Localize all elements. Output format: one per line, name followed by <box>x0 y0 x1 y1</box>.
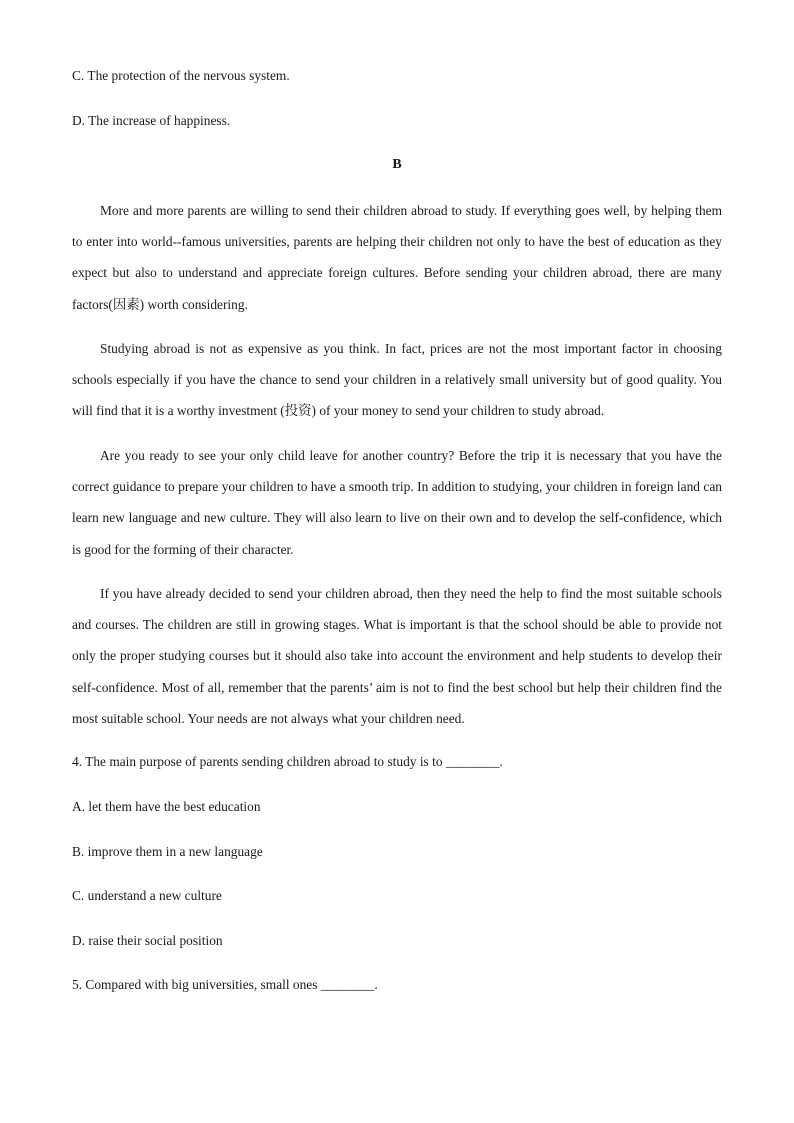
question-4-stem: 4. The main purpose of parents sending children abroad to study is to ________. <box>72 754 503 769</box>
section-heading: B <box>392 157 402 172</box>
passage-paragraph-4: If you have already decided to send your children abroad, then they need the help to find the most suitable schools and courses. The children are still in growing stages. What is important is that the school should be able to provide not only the proper studying courses but it should also take into account the environment and help students to develop their self-confidence. Most of all, remember that the parents’ aim is not to find the best school but help their children find the most suitable school. Your needs are not always what your children need. <box>72 586 722 726</box>
question-4-option-c: C. understand a new culture <box>72 888 222 903</box>
question-4-option-a: A. let them have the best education <box>72 799 261 814</box>
question-5-stem: 5. Compared with big universities, small ones ________. <box>72 977 378 992</box>
prev-option-d: D. The increase of happiness. <box>72 113 231 128</box>
passage-paragraph-2: Studying abroad is not as expensive as you think. In fact, prices are not the most important factor in choosing schools especially if you have the chance to send your children in a relatively small university but of good quality. You will find that it is a worthy investment (投资) of your money to send your children to study abroad. <box>72 341 722 419</box>
passage-paragraph-1: More and more parents are willing to send their children abroad to study. If everything goes well, by helping them to enter into world--famous universities, parents are helping their children not only to have the best of education as they expect but also to understand and appreciate foreign cultures. Before sending your children abroad, there are many factors(因素) worth considering. <box>72 203 722 312</box>
question-4-option-d: D. raise their social position <box>72 933 223 948</box>
prev-option-c: C. The protection of the nervous system. <box>72 68 290 83</box>
passage-paragraph-3: Are you ready to see your only child leave for another country? Before the trip it is necessary that you have the correct guidance to prepare your children to have a smooth trip. In addition to studying, your children in foreign land can learn new language and new culture. They will also learn to live on their own and to develop the self-confidence, which is good for the forming of their character. <box>72 448 722 557</box>
question-4-option-b: B. improve them in a new language <box>72 844 263 859</box>
